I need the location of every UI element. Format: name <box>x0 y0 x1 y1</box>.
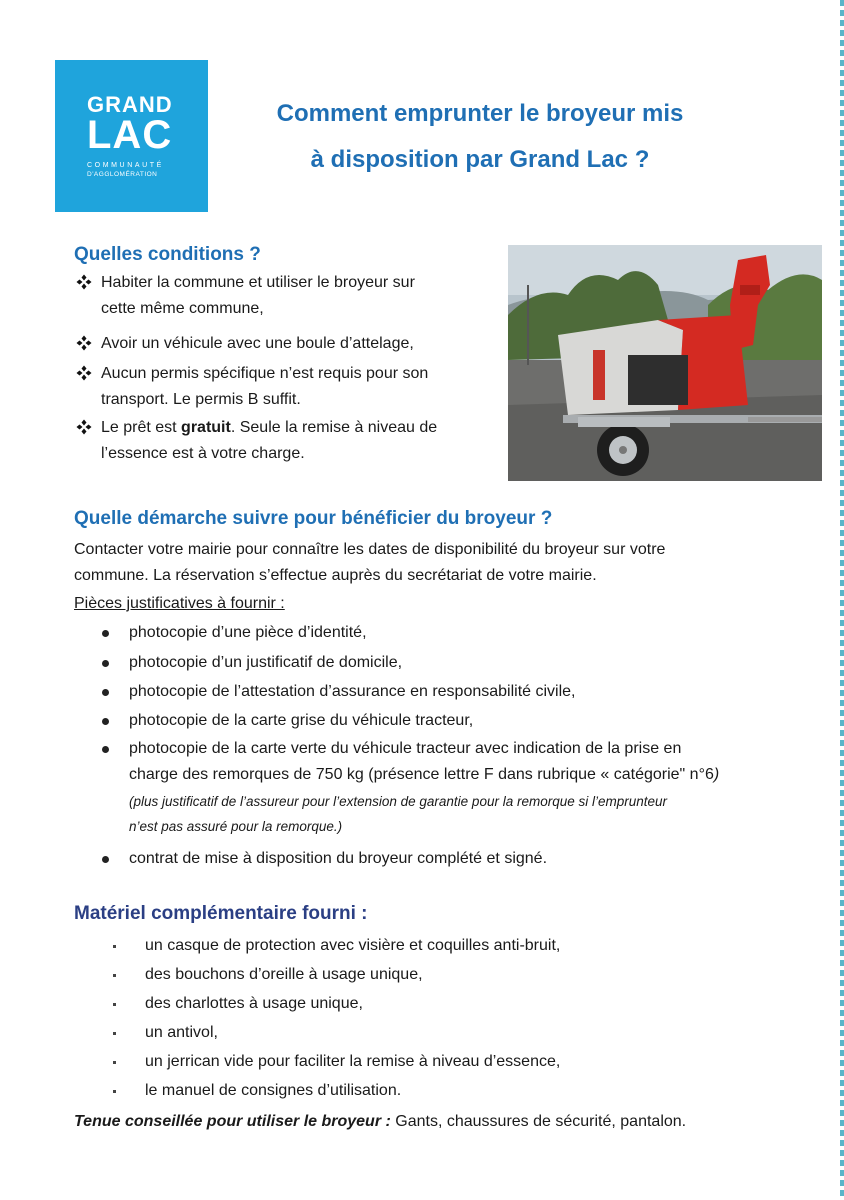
diamond-bullet-icon <box>76 365 92 381</box>
piece-item <box>74 650 818 676</box>
condition-text: cette même commune, <box>101 300 264 317</box>
piece-item <box>74 846 818 872</box>
tenue-text: Gants, chaussures de sécurité, pantalon. <box>390 1113 687 1130</box>
pieces-list <box>74 620 818 880</box>
materiel-text: le manuel de consignes d’utilisation. <box>145 1082 402 1099</box>
materiel-item <box>74 1020 774 1046</box>
materiel-text: un antivol, <box>145 1024 218 1041</box>
condition-text: transport. Le permis B suffit. <box>101 391 301 408</box>
tenue-line <box>74 1109 686 1135</box>
bullet-dot-icon <box>102 718 109 725</box>
page-title-line1: Comment emprunter le broyeur mis <box>276 100 684 127</box>
condition-text: Habiter la commune et utiliser le broyeur sur <box>101 274 415 291</box>
conditions-heading: Quelles conditions ? <box>74 244 261 265</box>
condition-text-bold: gratuit <box>181 419 231 436</box>
condition-item <box>76 415 496 467</box>
bullet-dot-icon <box>113 1090 116 1093</box>
piece-text: contrat de mise à disposition du broyeur complété et signé. <box>129 850 548 867</box>
logo-agglomeration: D'AGGLOMÉRATION <box>87 171 158 178</box>
wood-chipper-photo <box>508 245 822 481</box>
condition-text-pre: Le prêt est <box>101 419 182 436</box>
piece-text: photocopie de l’attestation d’assurance en responsabilité civile, <box>129 683 576 700</box>
bullet-dot-icon <box>113 1061 116 1064</box>
condition-item <box>76 361 496 413</box>
piece-text-main: charge des remorques de 750 kg (présence lettre F dans rubrique « catégorie" n°6 <box>129 766 714 783</box>
bullet-dot-icon <box>113 945 116 948</box>
logo-grand: GRAND <box>87 92 173 117</box>
piece-text-end: ) <box>713 766 720 783</box>
piece-text: photocopie d’une pièce d’identité, <box>129 624 367 641</box>
piece-item <box>74 679 818 705</box>
demarche-heading: Quelle démarche suivre pour bénéficier du broyeur ? <box>74 508 553 529</box>
materiel-item <box>74 991 774 1017</box>
pieces-label: Pièces justificatives à fournir : <box>74 595 285 612</box>
materiel-text: des bouchons d’oreille à usage unique, <box>145 966 423 983</box>
bullet-dot-icon <box>102 746 109 753</box>
materiel-list <box>74 933 774 1108</box>
materiel-text: un jerrican vide pour faciliter la remise à niveau d’essence, <box>145 1053 561 1070</box>
diamond-bullet-icon <box>76 274 92 290</box>
materiel-heading: Matériel complémentaire fourni : <box>74 903 368 924</box>
bullet-dot-icon <box>113 1032 116 1035</box>
condition-item <box>76 331 496 357</box>
piece-item <box>74 736 818 836</box>
materiel-item <box>74 933 774 959</box>
condition-item <box>76 270 496 322</box>
bullet-dot-icon <box>102 856 109 863</box>
materiel-item <box>74 962 774 988</box>
demarche-paragraph-line1: Contacter votre mairie pour connaître les dates de disponibilité du broyeur sur votre <box>74 541 666 558</box>
condition-text-post: . Seule la remise à niveau de <box>230 419 438 436</box>
piece-note: n’est pas assuré pour la remorque.) <box>129 819 343 834</box>
bullet-dot-icon <box>113 1003 116 1006</box>
bullet-dot-icon <box>113 974 116 977</box>
page-title-line2: à disposition par Grand Lac ? <box>310 146 650 173</box>
bullet-dot-icon <box>102 689 109 696</box>
condition-text: l’essence est à votre charge. <box>101 445 305 462</box>
condition-text: Aucun permis spécifique n’est requis pour son <box>101 365 429 382</box>
piece-text <box>129 762 719 788</box>
logo-lac: LAC <box>87 113 173 157</box>
tenue-label: Tenue conseillée pour utiliser le broyeur : <box>74 1113 391 1130</box>
materiel-text: un casque de protection avec visière et coquilles anti-bruit, <box>145 937 561 954</box>
materiel-text: des charlottes à usage unique, <box>145 995 363 1012</box>
logo-communaute: COMMUNAUTÉ <box>87 162 164 169</box>
conditions-list <box>76 270 496 470</box>
condition-text <box>101 415 437 441</box>
piece-text: photocopie de la carte grise du véhicule tracteur, <box>129 712 474 729</box>
piece-item <box>74 620 818 646</box>
bullet-dot-icon <box>102 630 109 637</box>
piece-text: photocopie d’un justificatif de domicile, <box>129 654 403 671</box>
diamond-bullet-icon <box>76 335 92 351</box>
grand-lac-logo <box>55 60 208 212</box>
materiel-item <box>74 1078 774 1104</box>
piece-text: photocopie de la carte verte du véhicule tracteur avec indication de la prise en <box>129 740 682 757</box>
materiel-item <box>74 1049 774 1075</box>
piece-note: (plus justificatif de l’assureur pour l’extension de garantie pour la remorque si l’emprunteur <box>129 794 668 809</box>
diamond-bullet-icon <box>76 419 92 435</box>
page-edge-decoration <box>840 0 844 1200</box>
bullet-dot-icon <box>102 660 109 667</box>
demarche-paragraph-line2: commune. La réservation s’effectue auprès du secrétariat de votre mairie. <box>74 567 597 584</box>
piece-item <box>74 708 818 734</box>
condition-text: Avoir un véhicule avec une boule d’attelage, <box>101 335 414 352</box>
